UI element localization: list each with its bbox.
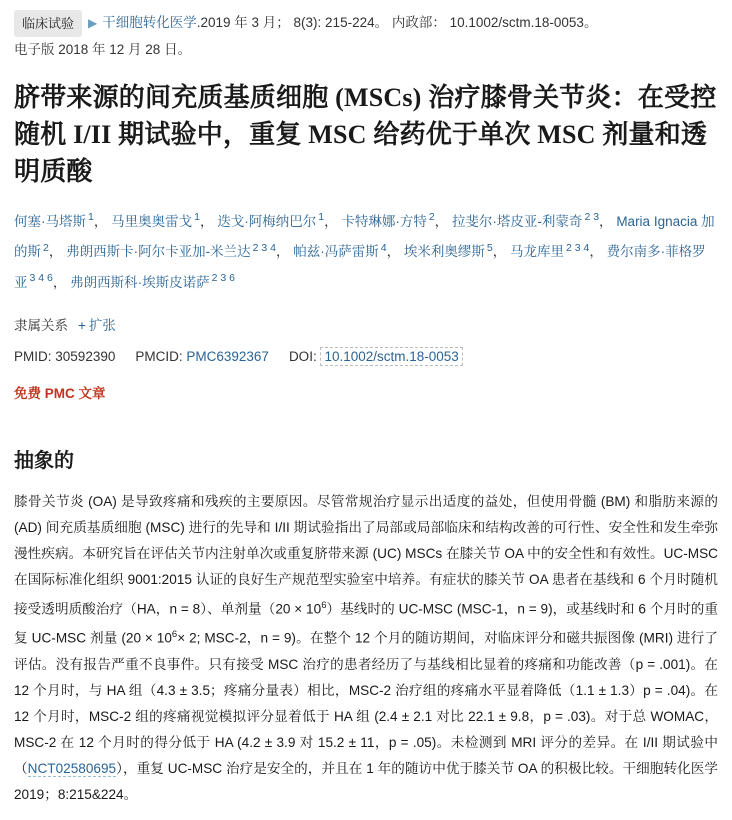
author-separator: ， xyxy=(492,244,507,259)
author-separator: ， xyxy=(52,274,67,290)
author-affiliation-sup[interactable]: 2 3 4 xyxy=(252,241,276,254)
author-name[interactable]: 帕兹·冯萨雷斯 xyxy=(293,244,379,259)
list-item xyxy=(70,272,235,290)
author-name[interactable]: 费尔南多·菲格罗亚 xyxy=(14,244,706,290)
author-list xyxy=(14,204,718,296)
author-separator: ， xyxy=(93,213,108,229)
doi-link[interactable]: 10.1002/sctm.18-0053 xyxy=(320,347,462,366)
author-name[interactable]: 马里奥奥雷戈 xyxy=(111,213,193,229)
list-item xyxy=(14,211,108,229)
author-separator: ， xyxy=(589,244,603,259)
author-affiliation-sup[interactable]: 3 4 6 xyxy=(29,272,53,284)
author-name[interactable]: 拉斐尔·塔皮亚-利蒙奇 xyxy=(451,213,583,229)
author-separator: ， xyxy=(199,213,214,229)
list-item xyxy=(111,211,214,229)
chevron-right-icon: ▶ xyxy=(88,16,98,30)
abstract-text-part-3: × 2; MSC-2，n = 9)。在整个 12 个月的随访期间，对临床评分和磁共振图像 (MRI) 进行了评估。没有报告严重不良事件。只有接受 MSC 治疗的患者经历了与基线相比显着的疼痛和功能改善（p = .001)。在 12 个月时，与 HA 组（4.3 ± 3.5；疼痛分量表）相比，MSC-2 治疗组的疼痛水平显着降低（1.1 ± 1.3）p = .04)。在 12 个月时，MSC-2 组的疼痛视觉模拟评分显着低于 HA 组 (2.4 ± 2.1 对比 22.1 ± 9.8，p = .03)。对于总 WOMAC，MSC-2 在 12 个月时的得分低于 HA (4.2 ± 3.9 对 15.2 ± 11，p = .05)。未检测到 MRI 评分的差异。在 I/II 期试验中（ xyxy=(14,630,718,776)
author-affiliation-sup[interactable]: 2 3 6 xyxy=(211,272,235,284)
affiliations-label: 隶属关系 xyxy=(14,317,68,333)
author-affiliation-sup[interactable]: 1 xyxy=(194,211,200,223)
clinical-trial-badge[interactable]: 临床试验 xyxy=(14,10,82,37)
abstract-text-part-2: ）基线时的 UC-MSC (MSC-1，n = 9)，或基线时和 6 个月时的重复 UC-MSC 剂量 (20 × 10 xyxy=(14,601,718,646)
author-affiliation-sup[interactable]: 1 xyxy=(88,211,94,223)
list-item xyxy=(66,241,290,259)
list-item xyxy=(341,211,449,229)
page-title: 脐带来源的间充质基质细胞 (MSCs) 治疗膝骨关节炎：在受控随机 I/II 期试验中，重复 MSC 给药优于单次 MSC 剂量和透明质酸 xyxy=(14,83,717,186)
free-pmc-article-link[interactable]: 免费 PMC 文章 xyxy=(14,385,106,401)
author-affiliation-sup[interactable]: 4 xyxy=(380,241,387,254)
epub-line: 电子版 2018 年 12 月 28 日。 xyxy=(14,42,192,57)
list-item xyxy=(217,211,338,229)
list-item xyxy=(403,241,507,259)
author-affiliation-sup[interactable]: 2 3 xyxy=(584,211,600,223)
citation-details: .2019 年 3 月； 8(3): 215-224。 内政部： 10.1002/sctm.18-0053。 xyxy=(196,15,598,31)
abstract-text-part-1: 膝骨关节炎 (OA) 是导致疼痛和残疾的主要原因。尽管常规治疗显示出适度的益处，但使用骨髓 (BM) 和脂肪来源的 (AD) 间充质基质细胞 (MSC) 进行的先导和 I/II 期试验指出了局部或局部临床和结构改善的可行性、安全性和发生牵弥漫性疾病。本研究旨在评估关节内注射单次或重复脐带来源 (UC) MSCs 在膝关节 OA 中的安全性和有效性。UC-MSC 在国际标准化组织 9001:2015 认证的良好生产规范型实验室中培养。有症状的膝关节 OA 患者在基线和 6 个月时随机接受透明质酸治疗（HA，n = 8）、单剂量（20 × 10 xyxy=(14,493,718,617)
author-name[interactable]: Maria Ignacia 加的斯 xyxy=(14,213,715,259)
doi-label: DOI: xyxy=(288,348,317,364)
author-separator: ， xyxy=(48,244,63,259)
abstract-superscript-1: 6 xyxy=(321,599,327,611)
citation-line xyxy=(14,10,718,37)
affiliations-row xyxy=(14,314,718,334)
author-affiliation-sup[interactable]: 5 xyxy=(486,241,493,254)
author-name[interactable]: 卡特琳娜·方特 xyxy=(341,213,427,229)
author-name[interactable]: 何塞·马塔斯 xyxy=(14,213,86,229)
abstract-heading: 抽象的 xyxy=(14,449,74,472)
author-name[interactable]: 弗朗西斯科·埃斯皮诺萨 xyxy=(70,274,210,290)
journal-link[interactable]: 干细胞转化医学 xyxy=(102,15,197,31)
author-affiliation-sup[interactable]: 2 xyxy=(428,211,435,223)
abstract-superscript-2: 6 xyxy=(171,629,178,641)
expand-affiliations-button[interactable] xyxy=(78,318,116,333)
pmid-label: PMID: xyxy=(14,348,52,364)
list-item xyxy=(509,241,603,259)
author-name[interactable]: 迭戈·阿梅纳巴尔 xyxy=(217,213,317,229)
author-affiliation-sup[interactable]: 2 3 4 xyxy=(565,241,590,254)
author-separator: ， xyxy=(386,244,401,259)
author-separator: ， xyxy=(324,213,338,229)
author-affiliation-sup[interactable]: 1 xyxy=(318,211,325,223)
author-separator: ， xyxy=(434,213,449,229)
author-separator: ， xyxy=(275,244,290,259)
clinical-trial-id-link[interactable]: NCT02580695 xyxy=(27,760,117,776)
author-separator: ， xyxy=(599,213,613,229)
author-name[interactable]: 马龙库里 xyxy=(509,244,564,259)
expand-affiliations-label: 扩张 xyxy=(88,317,116,333)
author-name[interactable]: 埃米利奥缪斯 xyxy=(403,244,485,259)
pmcid-link[interactable]: PMC6392367 xyxy=(186,348,269,364)
author-name[interactable]: 弗朗西斯卡·阿尔卡亚加-米兰达 xyxy=(66,244,251,259)
list-item xyxy=(451,211,613,229)
abstract-text-part-4: ），重复 UC-MSC 治疗是安全的，并且在 1 年的随访中优于膝关节 OA 的积极比较。干细胞转化医学 2019；8:215&224。 xyxy=(14,760,718,802)
pmid-value: 30592390 xyxy=(55,348,116,364)
identifiers xyxy=(14,346,718,368)
plus-icon: + xyxy=(78,317,86,333)
author-affiliation-sup[interactable]: 2 xyxy=(43,241,49,254)
pmcid-label: PMCID: xyxy=(135,348,183,364)
abstract-body xyxy=(14,489,718,808)
list-item xyxy=(293,241,401,259)
